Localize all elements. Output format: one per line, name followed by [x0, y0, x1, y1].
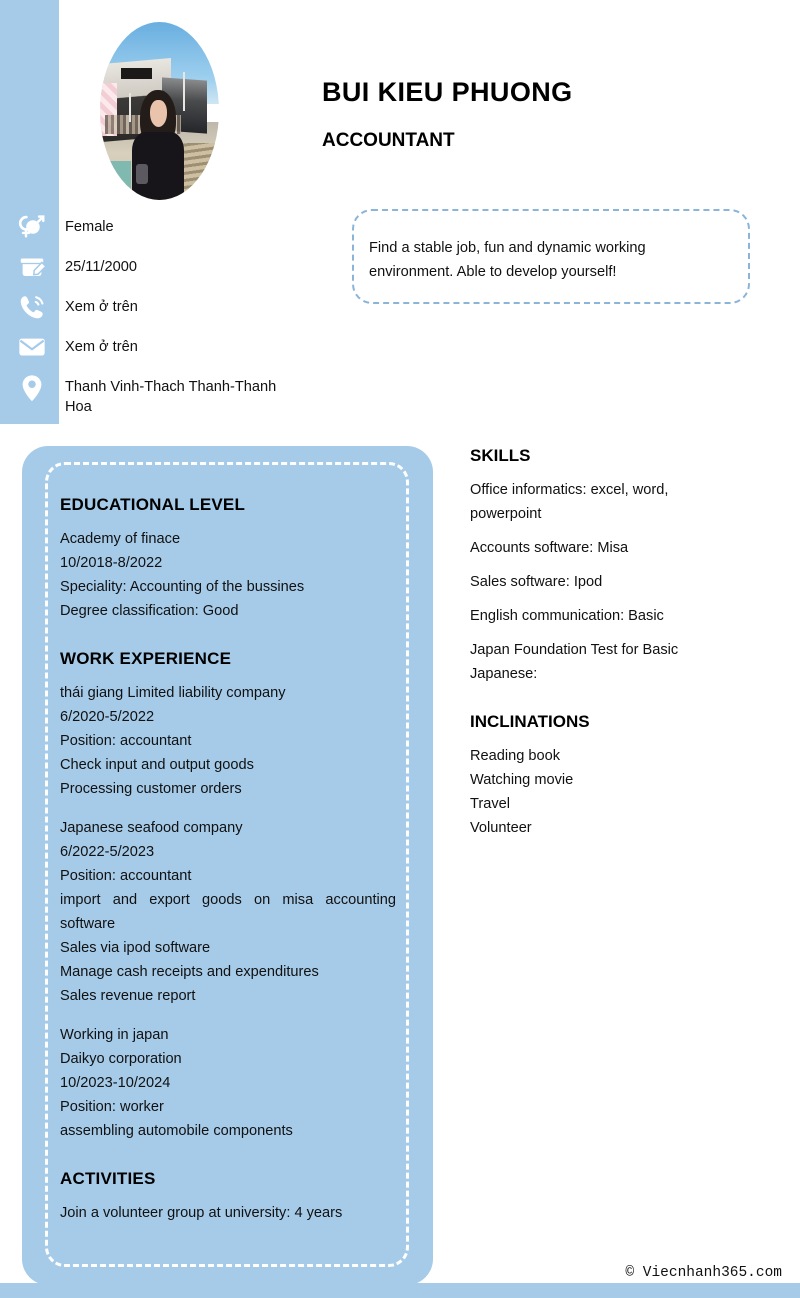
contact-gender: Female: [65, 219, 114, 235]
location-pin-icon: [17, 373, 47, 403]
career-objective-box: [352, 209, 750, 304]
education-line: Speciality: Accounting of the bussines: [60, 579, 305, 595]
skills-heading: SKILLS: [470, 446, 531, 465]
contact-phone: Xem ở trên: [65, 299, 138, 315]
panel-content: [60, 495, 396, 1225]
work-line: Processing customer orders: [60, 781, 242, 797]
phone-icon: [17, 292, 47, 322]
footer-bar: [0, 1283, 800, 1298]
work-line: Daikyo corporation: [60, 1051, 182, 1067]
work-job-3: [60, 1023, 396, 1143]
skill-item: English communication: Basic: [470, 608, 664, 624]
gender-icon: [17, 211, 47, 241]
inclination-item: Volunteer: [470, 820, 532, 836]
work-line: assembling automobile components: [60, 1123, 293, 1139]
work-line: 10/2023-10/2024: [60, 1075, 171, 1091]
inclination-item: Travel: [470, 796, 511, 812]
work-line: Manage cash receipts and expenditures: [60, 964, 319, 980]
work-line: 6/2020-5/2022: [60, 709, 155, 725]
sidebar-icon-rail: [0, 0, 59, 424]
candidate-name: BUI KIEU PHUONG: [322, 77, 573, 107]
activities-block: [60, 1201, 396, 1225]
work-job-1: [60, 681, 396, 801]
education-line: Academy of finace: [60, 531, 181, 547]
calendar-edit-icon: [17, 251, 47, 281]
envelope-icon: [17, 332, 47, 362]
skill-item: Accounts software: Misa: [470, 540, 629, 556]
career-objective-text: Find a stable job, fun and dynamic working environment. Able to develop yourself!: [369, 240, 646, 280]
work-line: Sales revenue report: [60, 988, 196, 1004]
work-job-2: [60, 816, 396, 1008]
work-line: Working in japan: [60, 1027, 169, 1043]
inclinations-heading: INCLINATIONS: [470, 712, 590, 731]
work-line: Sales via ipod software: [60, 940, 211, 956]
activities-line: Join a volunteer group at university: 4 years: [60, 1205, 343, 1221]
work-line: Japanese seafood company: [60, 820, 243, 836]
work-line: Position: worker: [60, 1099, 164, 1115]
work-line: thái giang Limited liability company: [60, 685, 286, 701]
right-column: [470, 446, 710, 840]
work-line: 6/2022-5/2023: [60, 844, 155, 860]
profile-photo: [100, 22, 219, 200]
work-line: import and export goods on misa accounting software: [60, 892, 396, 932]
education-heading: EDUCATIONAL LEVEL: [60, 495, 246, 514]
education-line: Degree classification: Good: [60, 603, 239, 619]
candidate-job-title: ACCOUNTANT: [322, 130, 455, 151]
education-block: [60, 527, 396, 623]
work-line: Position: accountant: [60, 733, 192, 749]
education-line: 10/2018-8/2022: [60, 555, 163, 571]
inclination-item: Reading book: [470, 748, 561, 764]
skill-item: Sales software: Ipod: [470, 574, 603, 590]
site-watermark: © Viecnhanh365.com: [625, 1265, 782, 1281]
activities-heading: ACTIVITIES: [60, 1169, 156, 1188]
inclination-item: Watching movie: [470, 772, 574, 788]
work-experience-heading: WORK EXPERIENCE: [60, 649, 232, 668]
work-line: Check input and output goods: [60, 757, 254, 773]
skill-item: Japan Foundation Test for Basic Japanese:: [470, 642, 679, 682]
work-line: Position: accountant: [60, 868, 192, 884]
contact-birthdate: 25/11/2000: [65, 259, 137, 275]
contact-address: Thanh Vinh-Thach Thanh-Thanh Hoa: [65, 379, 277, 415]
contact-email: Xem ở trên: [65, 339, 138, 355]
skill-item: Office informatics: excel, word, powerpoint: [470, 482, 669, 522]
